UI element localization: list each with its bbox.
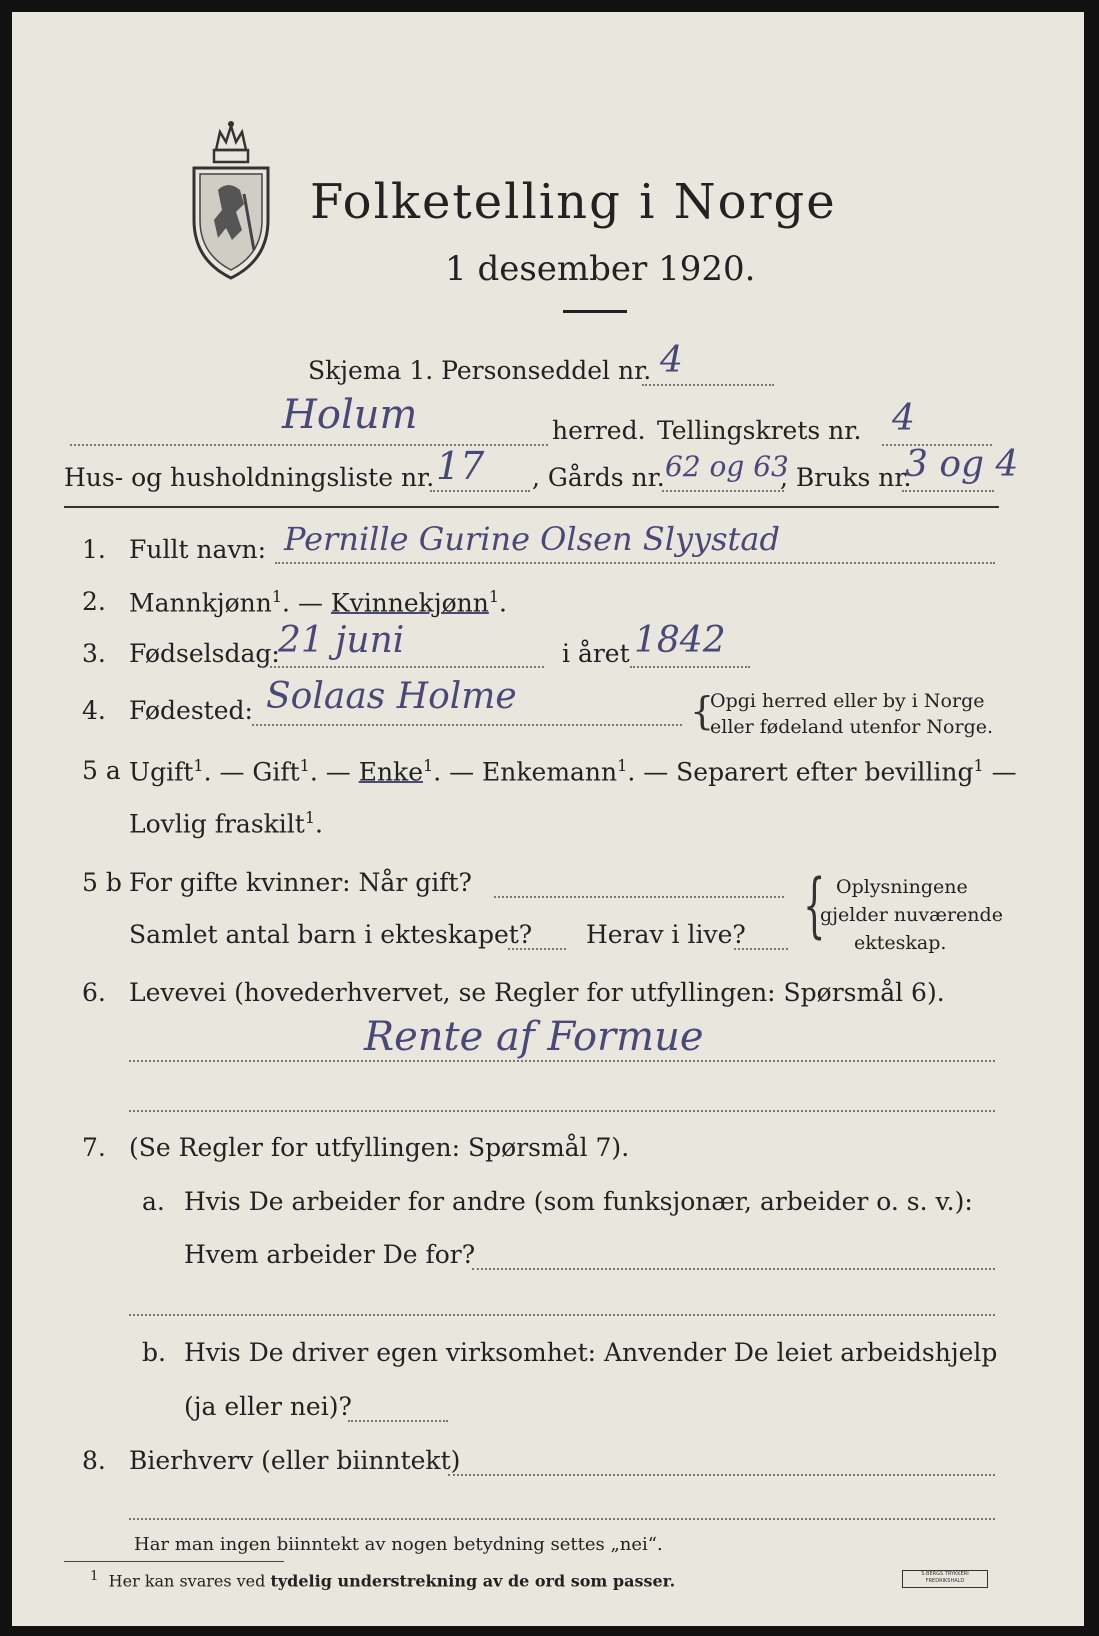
- title-rule: [563, 310, 627, 313]
- bruks-line: [902, 490, 994, 492]
- separert-option[interactable]: Separert efter bevilling: [676, 757, 974, 787]
- q7a-letter: a.: [142, 1187, 165, 1216]
- q7b-letter: b.: [142, 1338, 166, 1367]
- q7a-line-2: [129, 1314, 995, 1316]
- q1-number: 1.: [82, 535, 106, 564]
- q5b-line-1: [494, 896, 784, 898]
- q1-label: Fullt navn:: [129, 535, 267, 564]
- printer-stamp: S.BERGS TRYKKERI FREDRIKSHALD: [902, 1570, 988, 1588]
- gards-line: [662, 490, 784, 492]
- personseddel-nr[interactable]: 4: [660, 340, 683, 381]
- q5b-label-1: For gifte kvinner: Når gift?: [129, 868, 472, 897]
- husliste-label: Hus- og husholdningsliste nr.: [64, 463, 435, 492]
- bruks-nr[interactable]: 3 og 4: [905, 444, 1019, 485]
- occupation-value[interactable]: Rente af Formue: [364, 1014, 704, 1060]
- birthplace-value[interactable]: Solaas Holme: [266, 676, 517, 717]
- personseddel-line: [642, 384, 774, 386]
- q5b-brace: {: [803, 864, 826, 946]
- q4-brace: {: [690, 689, 715, 733]
- q7-number: 7.: [82, 1133, 106, 1162]
- schema-label: Skjema 1. Personseddel nr.: [308, 356, 652, 385]
- census-form: [12, 12, 1084, 1626]
- form-title: Folketelling i Norge: [310, 174, 837, 230]
- q5a-text: Ugift$^1$. — Gift$^1$. — Enke$^1$. — Enkemann$^1$. — Separert efter bevilling$^1$ —: [129, 756, 1017, 787]
- q4-note-2: eller fødeland utenfor Norge.: [710, 716, 994, 738]
- gift-option[interactable]: Gift: [252, 757, 300, 787]
- q1-line: [275, 562, 995, 564]
- q5b-line-2: [508, 948, 566, 950]
- q8-line-1: [448, 1474, 995, 1476]
- q7a-line-1: [472, 1268, 995, 1270]
- birthday-value[interactable]: 21 juni: [278, 620, 405, 661]
- q5b-note-1: Oplysningene: [836, 876, 968, 898]
- q5b-number: 5 b: [82, 868, 122, 897]
- footnote-rule: [64, 1561, 284, 1562]
- q4-line: [252, 724, 682, 726]
- q7a-label-2: Hvem arbeider De for?: [184, 1240, 476, 1269]
- enke-option[interactable]: Enke: [358, 757, 423, 787]
- q5a-text-2: Lovlig fraskilt$^1$.: [129, 808, 323, 839]
- coat-of-arms-icon: [188, 120, 274, 282]
- q8-number: 8.: [82, 1446, 106, 1475]
- nei-note: Har man ingen biinntekt av nogen betydning settes „nei“.: [134, 1534, 663, 1555]
- kvinnekjonn-option[interactable]: Kvinnekjønn: [330, 588, 489, 618]
- q7a-label: Hvis De arbeider for andre (som funksjonær, arbeider o. s. v.):: [184, 1187, 973, 1216]
- header-rule: [64, 506, 999, 508]
- birth-year-value[interactable]: 1842: [634, 620, 726, 661]
- q3-number: 3.: [82, 639, 106, 668]
- q7b-label-2: (ja eller nei)?: [184, 1392, 352, 1421]
- q5b-label-3: Herav i live?: [586, 920, 746, 949]
- q7b-line: [348, 1420, 448, 1422]
- year-label: i året: [562, 639, 630, 668]
- q6-label: Levevei (hovederhvervet, se Regler for utfyllingen: Spørsmål 6).: [129, 978, 945, 1007]
- tellingskrets-label: Tellingskrets nr.: [657, 416, 862, 445]
- q6-number: 6.: [82, 978, 106, 1007]
- bruks-label: , Bruks nr.: [780, 463, 912, 492]
- q4-number: 4.: [82, 696, 106, 725]
- census-date: 1 desember 1920.: [445, 249, 756, 289]
- full-name-value[interactable]: Pernille Gurine Olsen Slyystad: [284, 520, 780, 558]
- footnote: $^1$ Her kan svares ved tydelig understrekning av de ord som passer.: [90, 1569, 676, 1591]
- q2-text: Mannkjønn$^1$. — Kvinnekjønn$^1$.: [129, 587, 507, 618]
- q7b-label: Hvis De driver egen virksomhet: Anvender De leiet arbeidshjelp: [184, 1338, 998, 1367]
- herred-label: herred.: [552, 416, 646, 445]
- q3-label: Fødselsdag:: [129, 639, 280, 668]
- husliste-nr[interactable]: 17: [436, 444, 485, 488]
- q2-number: 2.: [82, 587, 106, 616]
- q5b-label-2: Samlet antal barn i ekteskapet?: [129, 920, 533, 949]
- herred-value[interactable]: Holum: [282, 392, 418, 438]
- fraskilt-option[interactable]: Lovlig fraskilt: [129, 809, 305, 839]
- year-line: [630, 666, 750, 668]
- q8-label: Bierhverv (eller biinntekt): [129, 1446, 461, 1475]
- q3-line: [270, 666, 544, 668]
- tellingskrets-nr[interactable]: 4: [892, 398, 915, 439]
- q7-label: (Se Regler for utfyllingen: Spørsmål 7).: [129, 1133, 630, 1162]
- q5b-note-3: ekteskap.: [854, 932, 947, 954]
- q5b-note-2: gjelder nuværende: [820, 904, 1003, 926]
- enkemann-option[interactable]: Enkemann: [482, 757, 618, 787]
- q6-line-1: [129, 1060, 995, 1062]
- q5a-number: 5 a: [82, 756, 121, 785]
- gards-nr[interactable]: 62 og 63: [665, 450, 789, 483]
- husliste-line: [430, 490, 530, 492]
- q6-line-2: [129, 1110, 995, 1112]
- q4-label: Fødested:: [129, 696, 253, 725]
- q8-line-2: [129, 1518, 995, 1520]
- ugift-option[interactable]: Ugift: [129, 757, 194, 787]
- q4-note-1: Opgi herred eller by i Norge: [710, 690, 985, 712]
- mannkjonn-option[interactable]: Mannkjønn: [129, 588, 272, 618]
- gards-label: , Gårds nr.: [532, 463, 665, 492]
- q5b-line-3: [734, 948, 788, 950]
